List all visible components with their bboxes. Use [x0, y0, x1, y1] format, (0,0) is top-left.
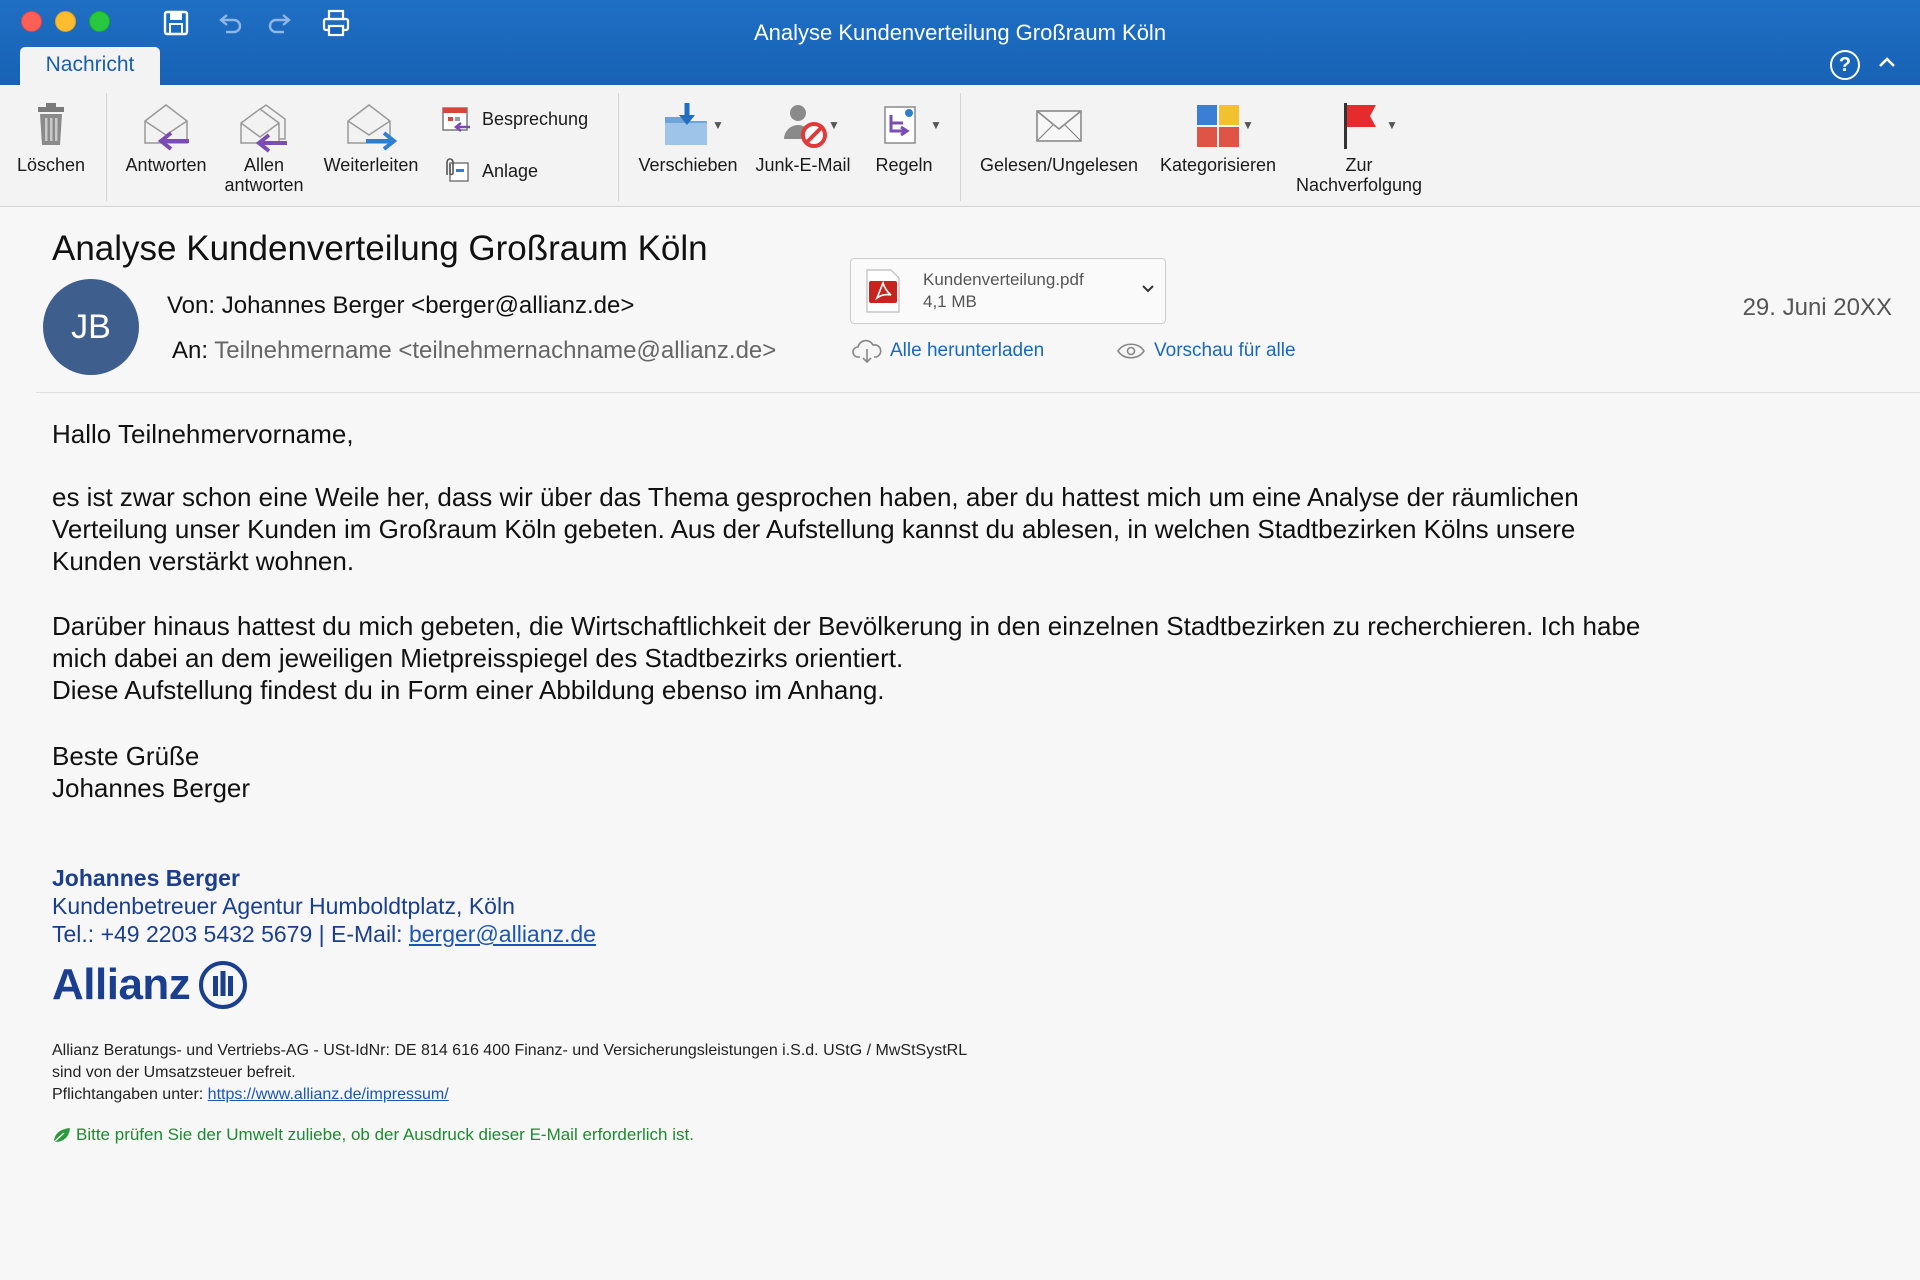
signature-role: Kundenbetreuer Agentur Humboldtplatz, Köln	[52, 893, 515, 919]
signature-name: Johannes Berger	[52, 865, 240, 891]
reply-icon	[137, 97, 195, 155]
followup-label-1: Zur	[1345, 155, 1373, 175]
signature-email-link[interactable]: berger@allianz.de	[408, 921, 596, 947]
junk-dropdown-icon[interactable]: ▼	[828, 118, 840, 132]
message-subject: Analyse Kundenverteilung Großraum Köln	[52, 229, 708, 268]
meeting-button[interactable]	[440, 103, 588, 135]
eco-note-text: Bitte prüfen Sie der Umwelt zuliebe, ob der Ausdruck dieser E-Mail erforderlich ist.	[76, 1125, 694, 1144]
chevron-down-icon[interactable]	[1141, 281, 1155, 295]
legal-prefix: Pflichtangaben unter:	[52, 1086, 208, 1103]
envelope-icon	[1030, 97, 1088, 155]
leaf-icon	[52, 1126, 72, 1144]
closing-line: Beste Grüße	[52, 741, 200, 771]
ribbon-separator	[618, 93, 619, 201]
junk-button[interactable]	[746, 97, 860, 175]
legal-line: sind von der Umsatzsteuer befreit.	[52, 1064, 296, 1081]
eco-note	[52, 1125, 694, 1145]
paragraph-1-line: es ist zwar schon eine Weile her, dass wir über das Thema gesprochen haben, aber du hattest mich um eine Analyse der räumlichen	[52, 482, 1579, 512]
paragraph-2-line: Darüber hinaus hattest du mich gebeten, die Wirtschaftlichkeit der Bevölkerung in den einzelnen Stadtbezirken zu recherchieren. Ich habe	[52, 611, 1641, 641]
junk-icon	[774, 97, 832, 155]
from-label: Von:	[167, 292, 216, 319]
forward-button[interactable]	[316, 97, 426, 175]
paragraph-1	[52, 481, 1752, 577]
allianz-logo	[52, 960, 248, 1010]
categorize-button[interactable]	[1148, 97, 1288, 175]
forward-icon	[342, 97, 400, 155]
rules-button[interactable]	[864, 97, 944, 175]
message-date: 29. Juni 20XX	[1742, 294, 1892, 321]
categorize-icon	[1189, 97, 1247, 155]
move-folder-icon	[659, 97, 717, 155]
followup-button[interactable]	[1284, 97, 1434, 195]
attachment-file-name: Kundenverteilung.pdf	[923, 270, 1084, 289]
window-title: Analyse Kundenverteilung Großraum Köln	[753, 20, 1167, 45]
categorize-dropdown-icon[interactable]: ▼	[1242, 118, 1254, 132]
preview-all-label: Vorschau für alle	[1154, 340, 1296, 361]
tab-nachricht[interactable]: Nachricht	[20, 47, 160, 85]
paragraph-2	[52, 610, 1752, 706]
to-label: An:	[172, 337, 209, 364]
followup-label-2: Nachverfolgung	[1295, 175, 1423, 195]
junk-label: Junk-E-Mail	[755, 155, 851, 175]
to-line[interactable]	[172, 337, 776, 365]
categorize-label: Kategorisieren	[1159, 155, 1277, 175]
to-value[interactable]: Teilnehmername <teilnehmernachname@allianz.de>	[214, 337, 777, 364]
trash-icon	[22, 97, 80, 155]
preview-all-link[interactable]	[1116, 338, 1296, 364]
impressum-link[interactable]: https://www.allianz.de/impressum/	[207, 1086, 449, 1103]
followup-dropdown-icon[interactable]: ▼	[1386, 118, 1398, 132]
paragraph-2-line: mich dabei an dem jeweiligen Mietpreisspiegel des Stadtbezirks orientiert.	[52, 643, 904, 673]
avatar[interactable]: JB	[43, 279, 139, 375]
help-icon[interactable]: ?	[1830, 50, 1860, 80]
reply-all-label-2: antworten	[224, 175, 304, 195]
delete-label: Löschen	[16, 155, 86, 175]
ribbon-separator	[960, 93, 961, 201]
rules-icon	[875, 97, 933, 155]
header-divider	[36, 392, 1920, 393]
ribbon-separator	[106, 93, 107, 201]
reply-all-label-1: Allen	[243, 155, 285, 175]
attachment-label: Anlage	[482, 160, 539, 181]
reply-all-icon	[235, 97, 293, 155]
ribbon	[0, 85, 1920, 207]
paragraph-1-line: Verteilung unser Kunden im Großraum Köln gebeten. Aus der Aufstellung kannst du ablesen, in welchen Stadtbezirken Kölns unsere	[52, 514, 1576, 544]
eye-icon	[1116, 338, 1146, 364]
legal-footer	[52, 1040, 967, 1106]
signature-phone: Tel.: +49 2203 5432 5679 | E-Mail:	[52, 921, 409, 947]
signature-contact	[52, 920, 596, 948]
legal-line: Allianz Beratungs- und Vertriebs-AG - USt-IdNr: DE 814 616 400 Finanz- und Versicherungsleistungen i.S.d. UStG / MwStSystRL	[52, 1042, 968, 1059]
paperclip-icon	[440, 155, 472, 187]
reply-button[interactable]	[116, 97, 216, 175]
attachment-file-size: 4,1 MB	[923, 292, 977, 311]
collapse-ribbon-icon[interactable]	[1874, 50, 1900, 76]
move-label: Verschieben	[638, 155, 738, 175]
reply-label: Antworten	[125, 155, 207, 175]
signature	[52, 864, 596, 948]
allianz-eagle-icon	[198, 960, 248, 1010]
flag-icon	[1330, 97, 1388, 155]
move-dropdown-icon[interactable]: ▼	[712, 118, 724, 132]
rules-label: Regeln	[875, 155, 933, 175]
closing-name: Johannes Berger	[52, 773, 251, 803]
read-unread-button[interactable]	[974, 97, 1144, 175]
attachment-button[interactable]	[440, 155, 538, 187]
delete-button[interactable]	[8, 97, 94, 175]
download-all-link[interactable]	[852, 338, 1044, 364]
pdf-icon	[865, 269, 901, 313]
attachment-card[interactable]	[850, 258, 1166, 324]
read-unread-label: Gelesen/Ungelesen	[979, 155, 1139, 175]
forward-label: Weiterleiten	[323, 155, 419, 175]
from-value[interactable]: Johannes Berger <berger@allianz.de>	[221, 292, 635, 319]
from-line[interactable]	[167, 292, 634, 320]
move-button[interactable]	[632, 97, 744, 175]
download-all-label: Alle herunterladen	[890, 340, 1045, 361]
paragraph-1-line: Kunden verstärkt wohnen.	[52, 546, 355, 576]
legal-line	[52, 1084, 967, 1106]
cloud-download-icon	[852, 338, 882, 364]
reply-all-button[interactable]	[216, 97, 312, 195]
title-bar	[0, 0, 1920, 85]
calendar-icon	[440, 103, 472, 135]
rules-dropdown-icon[interactable]: ▼	[930, 118, 942, 132]
paragraph-2-line: Diese Aufstellung findest du in Form einer Abbildung ebenso im Anhang.	[52, 675, 885, 705]
closing	[52, 740, 1752, 804]
greeting: Hallo Teilnehmervorname,	[52, 419, 354, 449]
logo-text: Allianz	[52, 960, 191, 1009]
meeting-label: Besprechung	[482, 108, 589, 129]
